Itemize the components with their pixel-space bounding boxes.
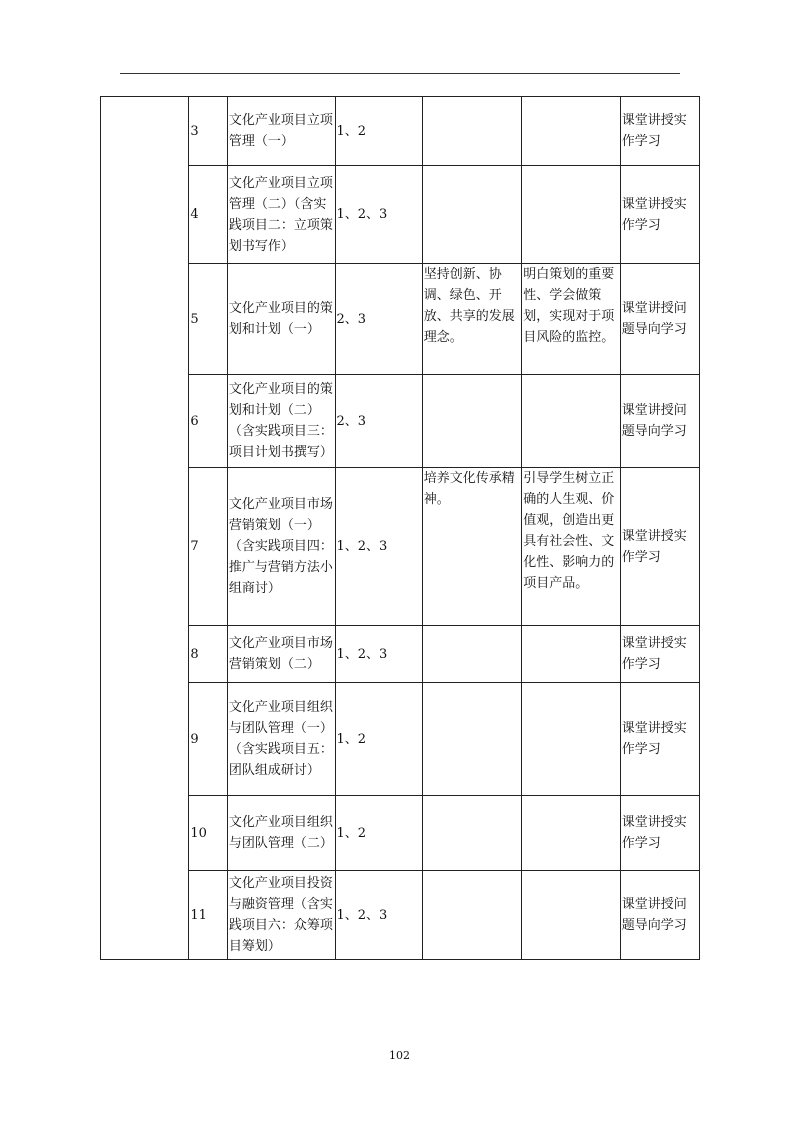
teaching-method-cell: 课堂讲授实作学习 — [620, 626, 699, 683]
session-topic: 文化产业项目立项管理（一） — [227, 97, 335, 166]
ideological-element-cell — [422, 97, 521, 166]
session-number: 6 — [189, 375, 228, 468]
table-row — [101, 375, 700, 468]
objectives-cell: 2、3 — [335, 375, 422, 468]
ideological-goal-cell: 明白策划的重要性、学会做策划，实现对于项目风险的监控。 — [522, 264, 620, 375]
teaching-method-cell: 课堂讲授问题导向学习 — [620, 871, 699, 960]
teaching-method-cell: 课堂讲授实作学习 — [620, 166, 699, 264]
ideological-goal-cell — [522, 375, 620, 468]
ideological-goal-cell: 引导学生树立正确的人生观、价值观，创造出更具有社会性、文化性、影响力的项目产品。 — [522, 468, 620, 626]
teaching-method-cell: 课堂讲授问题导向学习 — [620, 375, 699, 468]
session-number: 11 — [189, 871, 228, 960]
ideological-element-cell — [422, 375, 521, 468]
teaching-method-cell: 课堂讲授实作学习 — [620, 97, 699, 166]
table-row — [101, 871, 700, 960]
objectives-cell: 1、2、3 — [335, 166, 422, 264]
session-topic: 文化产业项目市场营销策划（一）（含实践项目四：推广与营销方法小组商讨） — [227, 468, 335, 626]
table-row — [101, 166, 700, 264]
teaching-method-cell: 课堂讲授实作学习 — [620, 796, 699, 871]
objectives-cell: 1、2 — [335, 683, 422, 796]
ideological-element-cell — [422, 796, 521, 871]
ideological-element-cell — [422, 166, 521, 264]
ideological-element-cell — [422, 626, 521, 683]
table-row — [101, 626, 700, 683]
teaching-method-cell: 课堂讲授实作学习 — [620, 468, 699, 626]
table-row — [101, 97, 700, 166]
session-number: 3 — [189, 97, 228, 166]
page-number: 102 — [389, 1049, 410, 1062]
session-number: 9 — [189, 683, 228, 796]
session-number: 7 — [189, 468, 228, 626]
session-topic: 文化产业项目组织与团队管理（一）（含实践项目五：团队组成研讨） — [227, 683, 335, 796]
ideological-goal-cell — [522, 683, 620, 796]
session-number: 10 — [189, 796, 228, 871]
session-number: 5 — [189, 264, 228, 375]
ideological-goal-cell — [522, 626, 620, 683]
objectives-cell: 1、2 — [335, 97, 422, 166]
session-number: 4 — [189, 166, 228, 264]
teaching-method-cell: 课堂讲授问题导向学习 — [620, 264, 699, 375]
ideological-element-cell — [422, 871, 521, 960]
table-row — [101, 683, 700, 796]
merged-category-cell — [101, 97, 189, 960]
ideological-goal-cell — [522, 871, 620, 960]
course-schedule-table — [100, 96, 700, 960]
session-topic: 文化产业项目立项管理（二）（含实践项目二：立项策划书写作） — [227, 166, 335, 264]
objectives-cell: 1、2 — [335, 796, 422, 871]
ideological-element-cell — [422, 683, 521, 796]
table-row — [101, 468, 700, 626]
objectives-cell: 1、2、3 — [335, 626, 422, 683]
objectives-cell: 1、2、3 — [335, 871, 422, 960]
session-topic: 文化产业项目市场营销策划（二） — [227, 626, 335, 683]
session-topic: 文化产业项目组织与团队管理（二） — [227, 796, 335, 871]
session-number: 8 — [189, 626, 228, 683]
session-topic: 文化产业项目投资与融资管理（含实践项目六：众筹项目筹划） — [227, 871, 335, 960]
objectives-cell: 1、2、3 — [335, 468, 422, 626]
header-rule — [120, 73, 680, 74]
ideological-element-cell: 培养文化传承精神。 — [422, 468, 521, 626]
teaching-method-cell: 课堂讲授实作学习 — [620, 683, 699, 796]
ideological-goal-cell — [522, 796, 620, 871]
table-row — [101, 796, 700, 871]
ideological-element-cell: 坚持创新、协调、绿色、开放、共享的发展理念。 — [422, 264, 521, 375]
objectives-cell: 2、3 — [335, 264, 422, 375]
session-topic: 文化产业项目的策划和计划（一） — [227, 264, 335, 375]
session-topic: 文化产业项目的策划和计划（二）（含实践项目三：项目计划书撰写） — [227, 375, 335, 468]
ideological-goal-cell — [522, 97, 620, 166]
ideological-goal-cell — [522, 166, 620, 264]
table-row — [101, 264, 700, 375]
